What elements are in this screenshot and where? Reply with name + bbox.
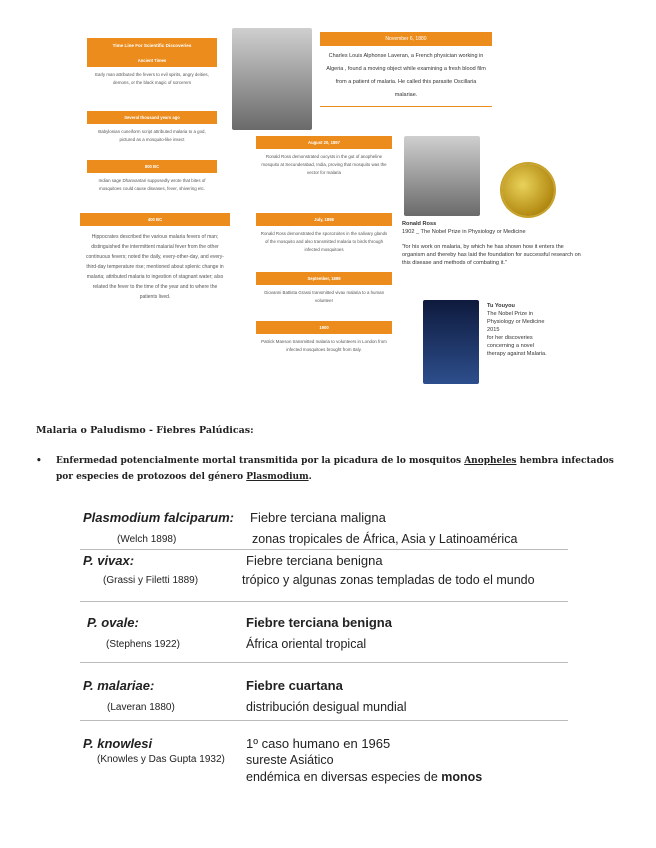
bullet-text-part: Enfermedad potencialmente mortal transmitida por la picadura de lo mosquitos — [56, 456, 465, 466]
species-row-malariae — [80, 678, 580, 722]
bullet-icon: • — [36, 456, 42, 466]
timeline-date: 400 BC — [80, 213, 230, 226]
genus-anopheles: Anopheles — [464, 456, 517, 466]
ross-name: Ronald Ross — [402, 221, 437, 227]
timeline-left-hippocrates — [80, 213, 230, 308]
timeline-text: Patrick Manson transmitted malaria to volunteers in London from infected mosquitoes brought from Italy. — [261, 339, 387, 352]
timeline-left — [87, 38, 217, 213]
species-fever: 1º caso humano en 1965 — [246, 736, 391, 751]
species-extra-text: endémica en diversas especies de — [246, 770, 442, 784]
species-author: (Stephens 1922) — [106, 639, 180, 650]
species-fever: Fiebre terciana maligna — [250, 510, 386, 525]
timeline-date: 800 BC — [87, 160, 217, 173]
tu-line: for her discoveries — [487, 335, 533, 341]
row-divider — [80, 662, 568, 663]
ross-caption — [402, 220, 582, 267]
species-distribution: sureste Asiático — [246, 753, 334, 767]
tu-line: The Nobel Prize in — [487, 311, 534, 317]
species-distribution: África oriental tropical — [246, 637, 367, 651]
section-title: Malaria o Paludismo - Fiebres Palúdicas: — [36, 425, 254, 436]
species-distribution: zonas tropicales de África, Asia y Latinoamérica — [252, 532, 518, 546]
species-name: P. knowlesi — [83, 736, 153, 751]
timeline-text: Babylonian cuneiform script attributed malaria to a god, pictured as a mosquito-like insect — [98, 129, 206, 142]
species-extra — [246, 770, 482, 784]
timeline-text: Giovanni Battista Grassi transmitted vivax malaria to a human volunteer — [263, 290, 385, 303]
row-divider — [80, 549, 568, 550]
species-row-falciparum — [80, 510, 580, 550]
tu-youyou-portrait — [423, 300, 479, 384]
ross-prize: 1902 _ The Nobel Prize in Physiology or Medicine — [402, 229, 526, 235]
tu-line: therapy against Malaria. — [487, 351, 547, 357]
species-name: Plasmodium falciparum: — [83, 510, 234, 525]
timeline-text: Ronald Ross demonstrated the sporozoites in the salivary glands of the mosquito and also transmitted malaria to birds through infected mosquitoes — [260, 231, 388, 252]
timeline-mid — [256, 136, 392, 374]
species-distribution: distribución desigual mundial — [246, 700, 407, 714]
definition-bullet — [36, 453, 626, 485]
timeline-text: Early man attributed the fevers to evil spirits, angry deities, demons, or the black magic of sorcerers — [95, 72, 209, 85]
laveran-text: Charles Louis Alphonse Laveran, a French physician working in Algeria , found a moving object while examining a fresh blood film from a patient of malaria. He called this parasite Oscillaria malariae. — [320, 46, 492, 107]
row-divider — [80, 601, 568, 602]
timeline-text: Indian sage Dhanvantari supposedly wrote that bites of mosquitoes could cause diseases, fever, shivering etc. — [98, 178, 206, 191]
species-author: (Grassi y Filetti 1889) — [103, 575, 199, 586]
bullet-text-part: hembra infectados por especies de protozoos del género — [56, 456, 614, 482]
laveran-box — [320, 32, 492, 107]
row-divider — [80, 720, 568, 721]
tu-line: Physiology or Medicine — [487, 319, 545, 325]
timeline-text: Ronald Ross demonstrated oocysts in the gut of anopheline mosquito at Secunderabad, India, proving that mosquito was the vector for malaria — [261, 154, 387, 175]
species-fever: Fiebre cuartana — [246, 678, 343, 693]
species-distribution: trópico y algunas zonas templadas de todo el mundo — [242, 573, 535, 587]
genus-plasmodium: Plasmodium — [246, 472, 309, 482]
timeline-date: Several thousand years ago — [87, 111, 217, 124]
species-author: (Welch 1898) — [117, 534, 177, 545]
timeline-title: Time Line For Scientific Discoveries — [87, 38, 217, 54]
timeline-date: Ancient Times — [87, 54, 217, 67]
species-row-knowlesi — [80, 736, 580, 796]
ross-quote: "for his work on malaria, by which he has shown how it enters the organism and thereby has laid the foundation for successful research on this disease and methods of combating it." — [402, 244, 581, 266]
laveran-date: November 6, 1880 — [320, 32, 492, 46]
timeline-date: August 20, 1897 — [256, 136, 392, 149]
bullet-text — [56, 453, 626, 485]
timeline-date: September, 1898 — [256, 272, 392, 285]
species-name: P. ovale: — [87, 615, 139, 630]
tu-caption — [487, 302, 587, 358]
tu-name: Tu Youyou — [487, 303, 515, 309]
species-name: P. malariae: — [83, 678, 155, 693]
species-author: (Laveran 1880) — [107, 702, 175, 713]
tu-line: 2015 — [487, 327, 500, 333]
nobel-medal-icon — [502, 164, 554, 216]
timeline-date: 1900 — [256, 321, 392, 334]
ross-portrait — [404, 136, 480, 216]
species-row-ovale — [80, 615, 580, 663]
species-fever: Fiebre terciana benigna — [246, 615, 392, 630]
species-name: P. vivax: — [83, 553, 135, 568]
species-author: (Knowles y Das Gupta 1932) — [97, 754, 225, 765]
laveran-portrait — [232, 28, 312, 130]
bullet-text-part: . — [308, 472, 312, 482]
timeline-text: Hippocrates described the various malaria fevers of man; distinguished the intermittent malarial fever from the other continuous fevers; noted the daily, every-other-day, and every-third-day temperature rise; mentioned about splenic change in malaria; attributed malaria to ingestion of stagnant water; also related the fever to the time of the year and to where the patients lived. — [86, 234, 224, 300]
species-fever: Fiebre terciana benigna — [246, 553, 383, 568]
species-extra-bold: monos — [441, 770, 483, 784]
tu-line: concerning a novel — [487, 343, 534, 349]
timeline-date: July, 1898 — [256, 213, 392, 226]
species-row-vivax — [80, 553, 580, 601]
